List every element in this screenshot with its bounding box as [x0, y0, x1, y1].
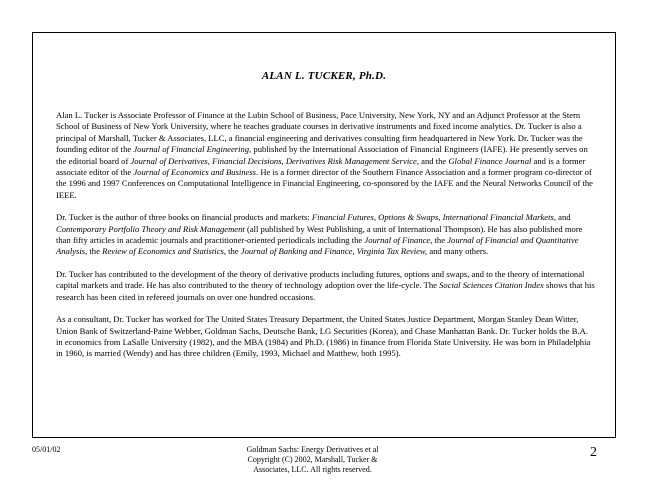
italic-text-run: Journal of Economics and Business	[133, 167, 257, 178]
text-run: shows that his research has been cited in refereed journals on over one hundred occasions.	[56, 280, 595, 302]
italic-text-run: Social Sciences Citation Index	[439, 280, 544, 291]
text-run: Alan L. Tucker is Associate Professor of Finance at the Lubin School of Business, Pace University, New York, NY and an Adjunct Professor at the Stern School of Business of New York University, where he teaches graduate courses in derivative instruments and fixed income analytics. Dr. Tucker is also a principal of Marshall, Tucker & Associates, LLC, a financial engineering and derivatives consulting firm headquartered in New York. Dr. Tucker was the founding editor of the	[56, 110, 583, 155]
text-run: , the	[430, 235, 448, 246]
paragraph-editorial	[56, 110, 596, 201]
text-run: As a consultant, Dr. Tucker has worked for The United States Treasury Department, the United States Justice Department, Morgan Stanley Dean Witter, Union Bank of Switzerland-Paine Webber, Goldman Sachs, Deutsche Bank, LG Securities (Korea), and Chase Manhattan Bank. Dr. Tucker holds the B.A. in economics from LaSalle University (1982), and the MBA (1984) and Ph.D. (1986) in finance from Florida State University. He was born in Philadelphia in 1960, is married (Wendy) and has three children (Emily, 1993, Michael and Matthew, both 1995).	[56, 314, 591, 359]
text-run: and the	[418, 155, 449, 166]
text-run: Dr. Tucker has contributed to the development of the theory of derivative products including futures, options and swaps, and to the theory of international capital markets and trade. He has also contributed to the theory of technology adoption over the life-cycle. The	[56, 268, 585, 291]
text-run: , and	[553, 212, 571, 223]
text-run: , the	[85, 246, 103, 257]
text-run: . He is a former director of the Southern Finance Association and a former program co-director of the 1996 and 1997 Conferences on Computational Intelligence in Financial Engineering, co-sponsored by the IAFE and the Neural Networks Council of the IEEE.	[56, 167, 593, 200]
text-run: and is a former associate editor of the	[56, 155, 586, 178]
footer-copyright-line: Copyright (C) 2002, Marshall, Tucker &	[247, 455, 378, 464]
paragraph-consulting	[56, 314, 596, 360]
footer-copyright	[220, 445, 405, 475]
footer-copyright-line: Goldman Sachs: Energy Derivatives et al	[246, 445, 379, 454]
page-number: 2	[590, 445, 597, 460]
italic-text-run: Journal of Finance	[364, 235, 431, 246]
italic-text-run: Review of Economics and Statistics	[102, 246, 224, 257]
paragraph-publications	[56, 212, 596, 258]
italic-text-run: Journal of Banking and Finance, Virginia Tax Review,	[240, 246, 428, 257]
italic-text-run: Journal of Derivatives, Financial Decisions, Derivatives Risk Management Service,	[130, 155, 419, 166]
italic-text-run: Global Finance Journal	[448, 155, 532, 166]
italic-text-run: Journal of Financial Engineering	[133, 144, 250, 155]
text-run: , published by the International Association of Financial Engineers (IAFE). He presently serves on the editorial board of	[56, 144, 588, 166]
italic-text-run: Contemporary Portfolio Theory and Risk Management	[56, 223, 245, 234]
biography-body	[56, 110, 596, 371]
italic-text-run: Financial Futures, Options & Swaps, International Financial Markets	[311, 212, 554, 223]
page-title: ALAN L. TUCKER, Ph.D.	[261, 70, 387, 82]
text-run: , the	[223, 246, 241, 257]
text-run: and many others.	[427, 246, 489, 257]
italic-text-run: Journal of Financial and Quantitative Analysis	[56, 235, 579, 257]
footer-date: 05/01/02	[32, 445, 61, 454]
paragraph-research	[56, 269, 596, 303]
text-run: Dr. Tucker is the author of three books on financial products and markets:	[56, 212, 312, 223]
text-run: (all published by West Publishing, a unit of International Thompson). He has also published more than fifty articles in academic journals and practitioner-oriented periodicals including the	[56, 223, 583, 246]
footer-copyright-line: Associates, LLC. All rights reserved.	[253, 465, 372, 474]
